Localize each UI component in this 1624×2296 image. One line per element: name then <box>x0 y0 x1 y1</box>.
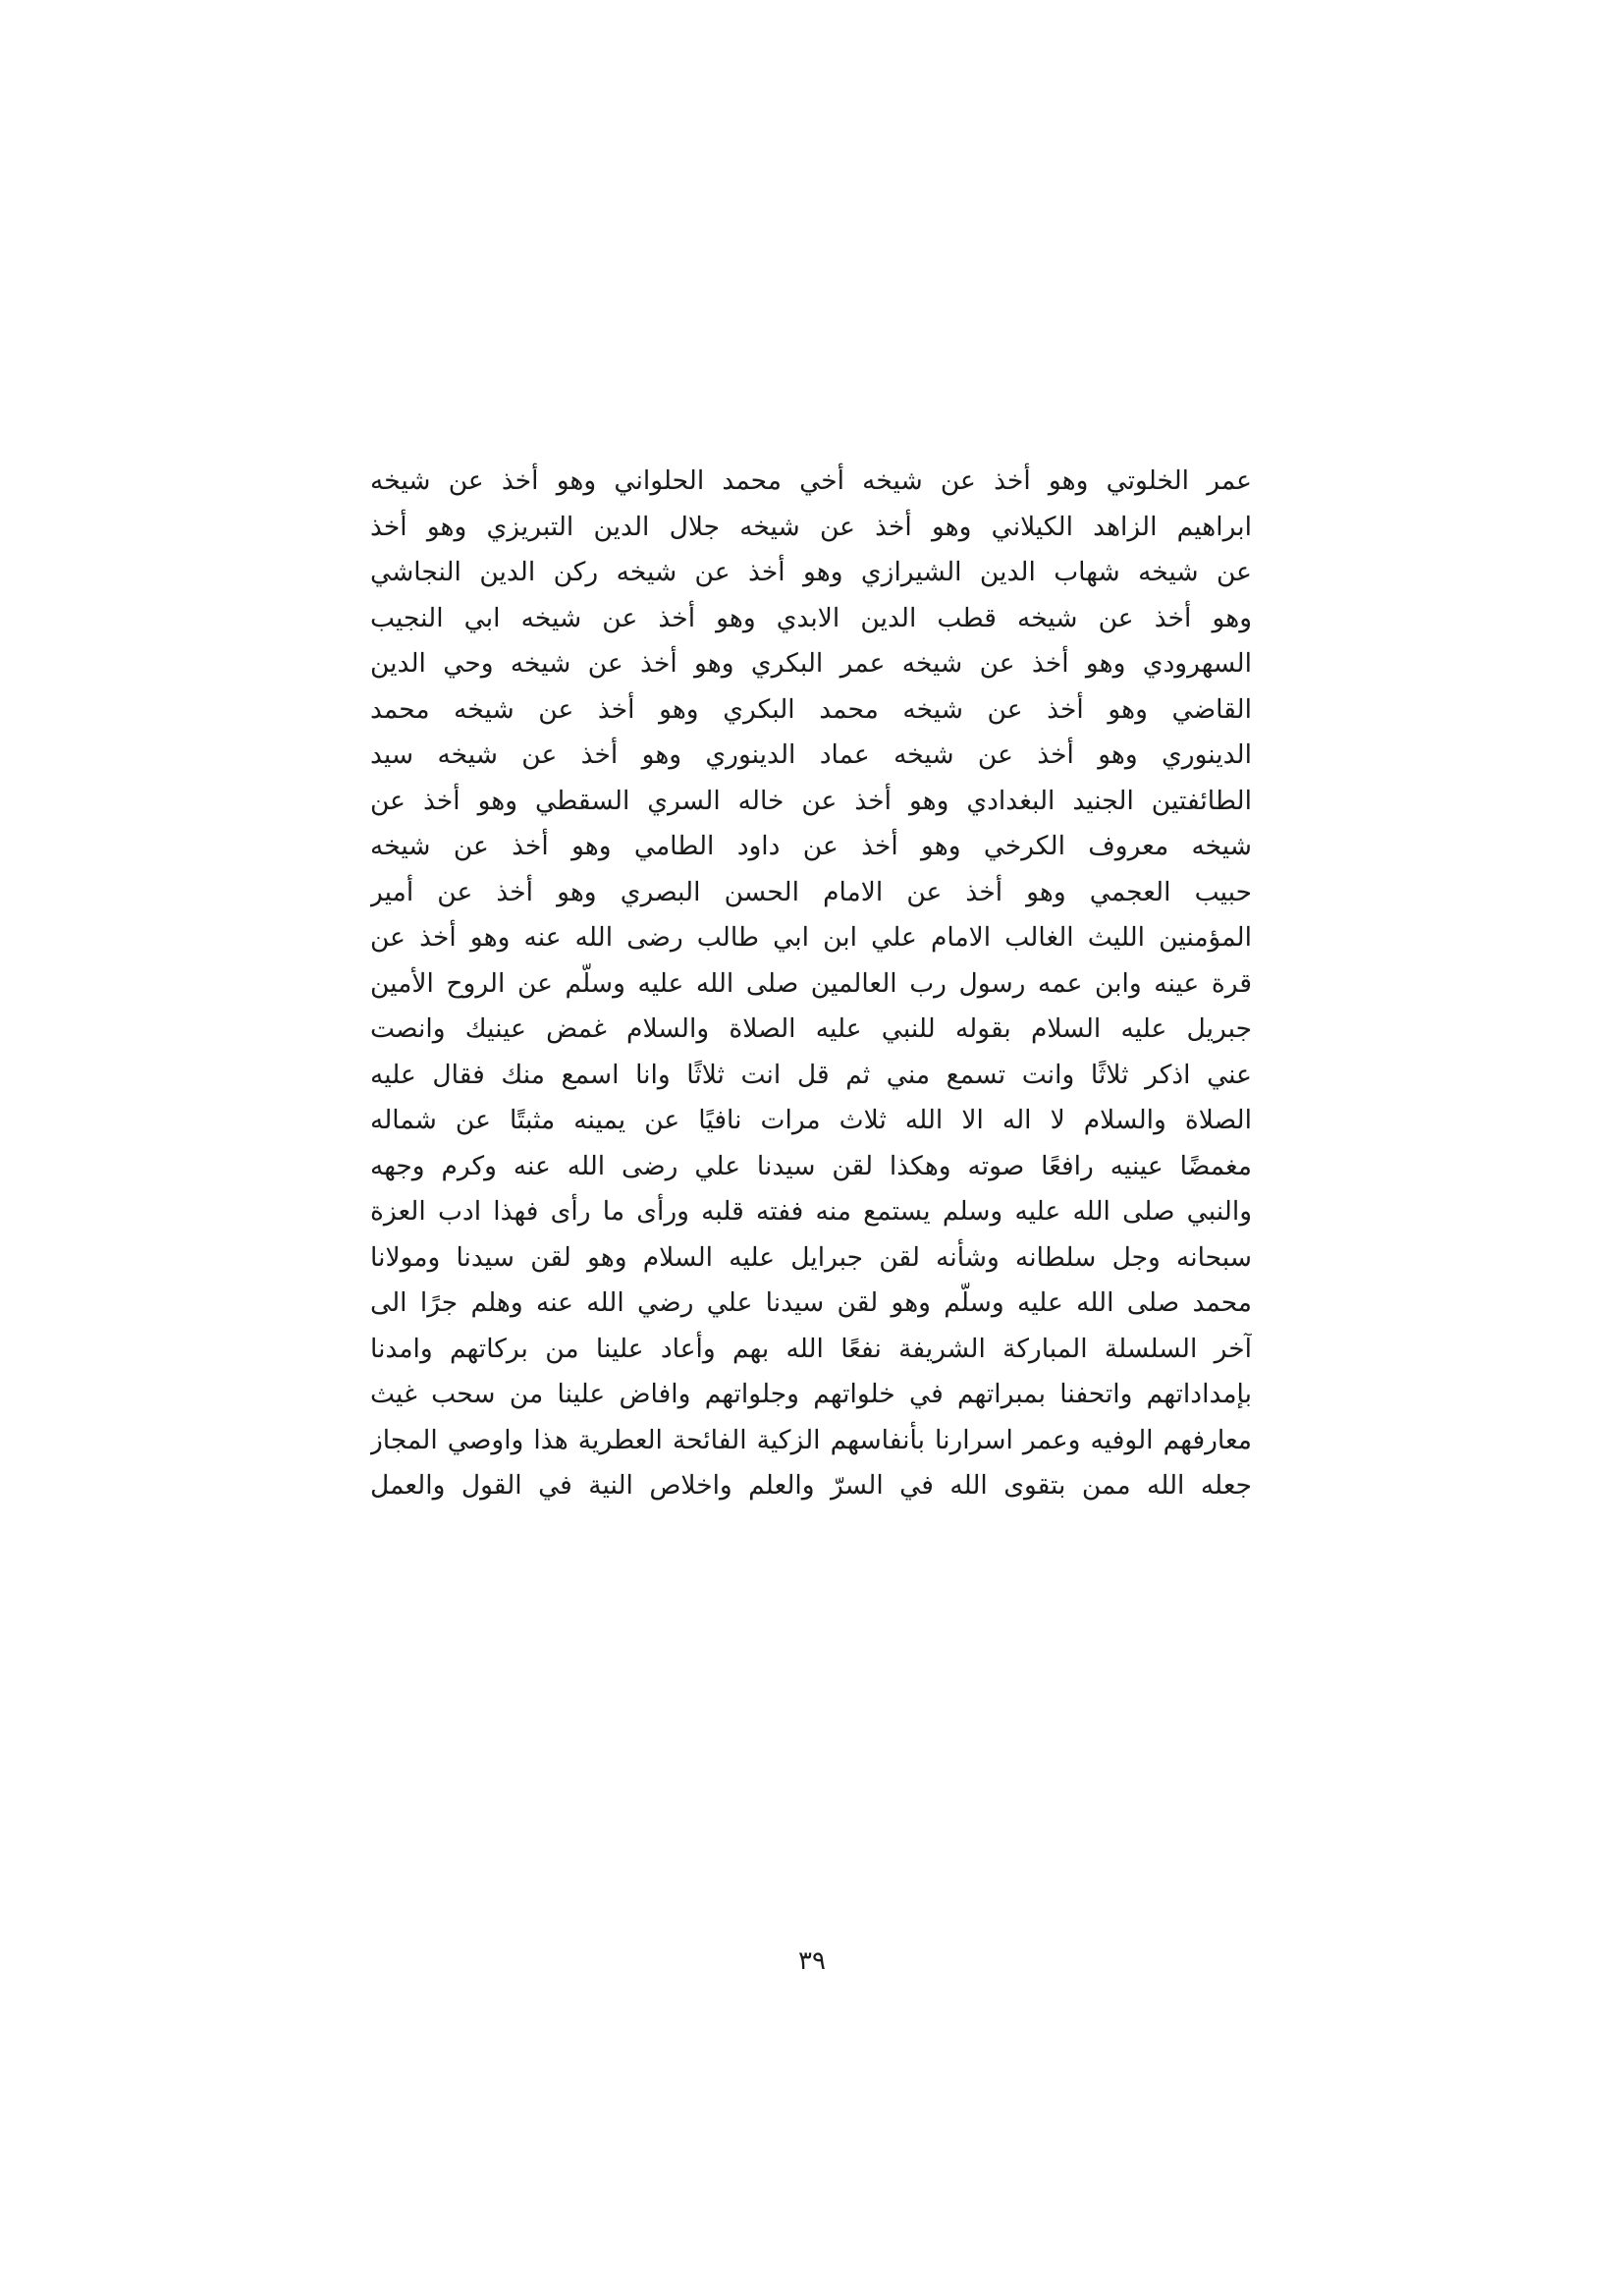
text-line: معارفهم الوفيه وعمر اسرارنا بأنفاسهم الزكية الفائحة العطرية هذا واوصي المجاز <box>370 1424 1252 1455</box>
text-line: جعله الله ممن بتقوى الله في السرّ والعلم واخلاص النية في القول والعمل <box>370 1470 1252 1501</box>
text-line: السهرودي وهو أخذ عن شيخه عمر البكري وهو أخذ عن شيخه وحي الدين <box>370 648 1252 679</box>
text-line: محمد صلى الله عليه وسلّم وهو لقن سيدنا علي رضي الله عنه وهلم جرًا الى <box>370 1287 1252 1318</box>
text-line: الدينوري وهو أخذ عن شيخه عماد الدينوري وهو أخذ عن شيخه سيد <box>370 739 1252 770</box>
page-number: ٣٩ <box>798 1946 826 1976</box>
text-line: وهو أخذ عن شيخه قطب الدين الابدي وهو أخذ عن شيخه ابي النجيب <box>370 602 1252 633</box>
text-line: آخر السلسلة المباركة الشريفة نفعًا الله بهم وأعاد علينا من بركاتهم وامدنا <box>370 1333 1252 1364</box>
text-line: سبحانه وجل سلطانه وشأنه لقن جبرايل عليه السلام وهو لقن سيدنا ومولانا <box>370 1241 1252 1273</box>
text-line: عمر الخلوتي وهو أخذ عن شيخه أخي محمد الحلواني وهو أخذ عن شيخه <box>370 465 1252 496</box>
text-line: جبريل عليه السلام بقوله للنبي عليه الصلاة والسلام غمض عينيك وانصت <box>370 1013 1252 1044</box>
text-line: الصلاة والسلام لا اله الا الله ثلاث مرات نافيًا عن يمينه مثبتًا عن شماله <box>370 1105 1252 1135</box>
text-line: مغمضًا عينيه رافعًا صوته وهكذا لقن سيدنا علي رضى الله عنه وكرم وجهه <box>370 1150 1252 1181</box>
text-line: والنبي صلى الله عليه وسلم يستمع منه ففته قلبه ورأى ما رأى فهذا ادب العزة <box>370 1196 1252 1227</box>
text-line: ابراهيم الزاهد الكيلاني وهو أخذ عن شيخه جلال الدين التبريزي وهو أخذ <box>370 511 1252 542</box>
text-line: حبيب العجمي وهو أخذ عن الامام الحسن البصري وهو أخذ عن أمير <box>370 876 1252 907</box>
text-line: بإمداداتهم واتحفنا بمبراتهم في خلواتهم وجلواتهم وافاض علينا من سحب غيث <box>370 1379 1252 1409</box>
text-line: عن شيخه شهاب الدين الشيرازي وهو أخذ عن شيخه ركن الدين النجاشي <box>370 557 1252 587</box>
text-line: شيخه معروف الكرخي وهو أخذ عن داود الطامي وهو أخذ عن شيخه <box>370 831 1252 861</box>
text-line: القاضي وهو أخذ عن شيخه محمد البكري وهو أخذ عن شيخه محمد <box>370 693 1252 725</box>
text-line: الطائفتين الجنيد البغدادي وهو أخذ عن خاله السري السقطي وهو أخذ عن <box>370 785 1252 816</box>
text-line: قرة عينه وابن عمه رسول رب العالمين صلى الله عليه وسلّم عن الروح الأمين <box>370 967 1252 999</box>
text-line: المؤمنين الليث الغالب الامام علي ابن ابي طالب رضى الله عنه وهو أخذ عن <box>370 922 1252 953</box>
text-line: عني اذكر ثلاثًا وانت تسمع مني ثم قل انت ثلاثًا وانا اسمع منك فقال عليه <box>370 1059 1252 1090</box>
body-text <box>370 459 1252 1509</box>
